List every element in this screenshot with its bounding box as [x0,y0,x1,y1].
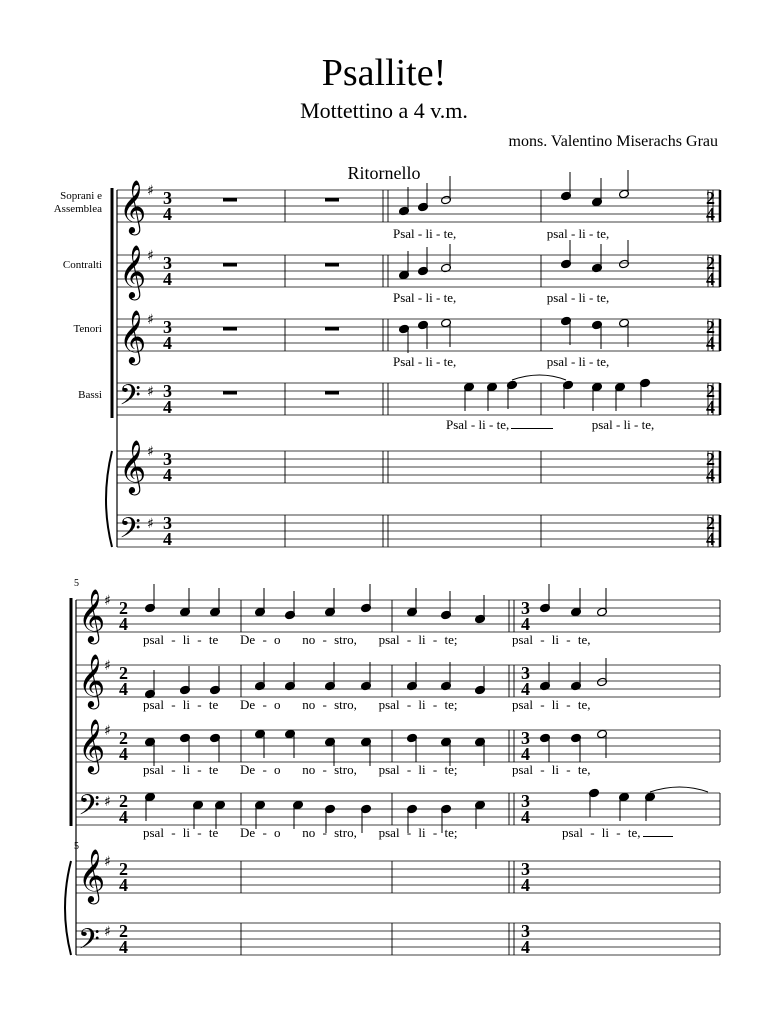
sharp-icon: ♯ [104,854,111,870]
treble-clef-icon: 𝄞 [119,439,147,493]
whole-rest [223,391,237,395]
lyric-line-soprani-2: psal - li - te De - o no - stro, psal - li - te; psal - li - te, [143,632,591,647]
bass-clef-icon: 𝄢 [78,789,100,829]
time-signature-bottom: 4 [706,397,715,417]
sharp-icon: ♯ [147,444,154,460]
time-signature-top: 3 [163,188,172,208]
time-signature-bottom: 4 [706,333,715,353]
time-signature-top: 2 [706,513,715,533]
time-signature-top: 3 [521,598,530,618]
time-signature-bottom: 4 [163,269,172,289]
time-signature-bottom: 4 [163,333,172,353]
time-signature-bottom: 4 [706,529,715,549]
lyric-line-tenori-2: psal - li - te De - o no - stro, psal - li - te; psal - li - te, [143,762,591,777]
treble-clef-icon: 𝄞 [119,244,147,298]
whole-rest [223,263,237,267]
time-signature-bottom: 4 [521,875,530,895]
treble-clef-icon: 𝄞 [78,588,106,642]
time-signature-top: 2 [119,921,128,941]
section-label: Ritornello [347,163,421,183]
time-signature-bottom: 4 [163,465,172,485]
treble-clef-icon: 𝄞 [78,653,106,707]
sharp-icon: ♯ [147,183,154,199]
sharp-icon: ♯ [147,312,154,328]
time-signature-bottom: 4 [706,269,715,289]
treble-clef-icon: 𝄞 [119,179,147,233]
voice-label-bassi: Bassi [78,389,102,401]
time-signature-top: 2 [119,728,128,748]
time-signature-top: 2 [119,859,128,879]
time-signature-top: 2 [119,791,128,811]
time-signature-bottom: 4 [119,744,128,764]
time-signature-bottom: 4 [706,204,715,224]
time-signature-top: 3 [521,728,530,748]
sharp-icon: ♯ [147,248,154,264]
time-signature-top: 3 [521,791,530,811]
lyric-line-contralti-2: psal - li - te De - o no - stro, psal - li - te; psal - li - te, [143,697,591,712]
lyric-line-bassi-2: psal - li - te De - o no - stro, psal - li - te; psal - li - te, [143,825,673,840]
bass-clef-icon: 𝄢 [119,379,141,419]
sharp-icon: ♯ [147,516,154,532]
whole-rest [223,198,237,202]
time-signature-bottom: 4 [521,744,530,764]
time-signature-top: 2 [706,317,715,337]
lyric-line-bassi: Psal - li - te, psal - li - te, [446,417,655,432]
time-signature-bottom: 4 [163,204,172,224]
time-signature-bottom: 4 [521,937,530,957]
whole-rest [325,391,339,395]
lyric-line-contralti: Psal - li - te, psal - li - te, [393,290,610,305]
time-signature-top: 2 [119,663,128,683]
composer-name: mons. Valentino Miserachs Grau [508,133,718,150]
voice-label-tenori: Tenori [73,323,102,335]
piece-title: Psallite! [321,52,447,94]
piano-brace [106,451,112,547]
time-signature-top: 3 [163,381,172,401]
treble-clef-icon: 𝄞 [119,309,147,363]
time-signature-top: 3 [521,921,530,941]
time-signature-bottom: 4 [119,875,128,895]
bass-clef-icon: 𝄢 [78,923,100,963]
sharp-icon: ♯ [104,723,111,739]
time-signature-bottom: 4 [119,614,128,634]
time-signature-top: 3 [521,859,530,879]
time-signature-bottom: 4 [119,679,128,699]
sharp-icon: ♯ [104,593,111,609]
whole-rest [223,327,237,331]
whole-rest [325,198,339,202]
tie-slur [512,375,566,380]
time-signature-bottom: 4 [163,529,172,549]
time-signature-bottom: 4 [521,807,530,827]
treble-clef-icon: 𝄞 [78,718,106,772]
time-signature-top: 3 [521,663,530,683]
treble-clef-icon: 𝄞 [78,848,106,902]
voice-label-contralti: Contralti [62,259,102,271]
time-signature-top: 2 [706,188,715,208]
time-signature-top: 3 [163,513,172,533]
time-signature-bottom: 4 [119,937,128,957]
time-signature-top: 3 [163,317,172,337]
voice-label-soprani: Soprani e Assemblea [53,190,102,215]
measure-number: 5 [74,578,79,589]
time-signature-top: 2 [706,253,715,273]
time-signature-bottom: 4 [163,397,172,417]
organ-measure-number: 5 [74,841,79,852]
time-signature-bottom: 4 [521,679,530,699]
sharp-icon: ♯ [147,384,154,400]
sharp-icon: ♯ [104,794,111,810]
time-signature-top: 2 [706,449,715,469]
whole-rest [325,263,339,267]
lyric-line-soprani: Psal - li - te, psal - li - te, [393,226,610,241]
note-heads [145,170,656,833]
piano-brace [65,861,71,955]
lyric-line-tenori: Psal - li - te, psal - li - te, [393,354,610,369]
piece-subtitle: Mottettino a 4 v.m. [300,98,468,123]
time-signature-top: 3 [163,253,172,273]
sharp-icon: ♯ [104,924,111,940]
tie-slur [650,787,708,792]
rests-and-slurs [512,375,708,792]
time-signature-top: 2 [706,381,715,401]
sharp-icon: ♯ [104,658,111,674]
bass-clef-icon: 𝄢 [119,512,141,552]
time-signature-top: 3 [163,449,172,469]
time-signature-bottom: 4 [119,807,128,827]
whole-rest [325,327,339,331]
time-signature-bottom: 4 [521,614,530,634]
time-signature-top: 2 [119,598,128,618]
time-signature-bottom: 4 [706,465,715,485]
